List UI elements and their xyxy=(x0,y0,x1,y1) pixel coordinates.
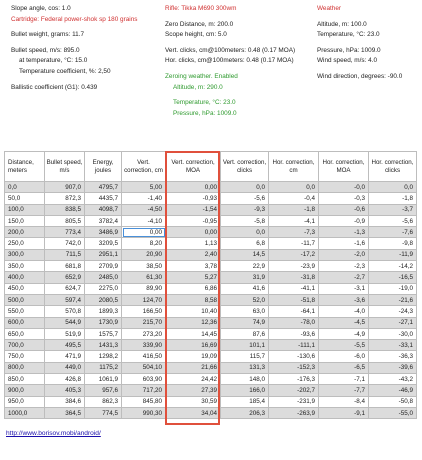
cell-distance: 1000,0 xyxy=(5,407,45,418)
cell-hor-clicks: 0,0 xyxy=(369,182,417,193)
ballistics-info-panel xyxy=(0,4,422,150)
table-row xyxy=(5,374,417,385)
cell-vert-cm: 416,50 xyxy=(122,351,166,362)
cell-distance: 900,0 xyxy=(5,385,45,396)
cell-vert-moa: 24,42 xyxy=(166,374,221,385)
info-line: Temperature coefficient, %: 2,50 xyxy=(19,67,111,75)
cell-vert-cm: 990,30 xyxy=(122,407,166,418)
cell-energy: 3486,9 xyxy=(85,227,122,238)
cell-hor-clicks: -14,2 xyxy=(369,261,417,272)
info-line: Wind direction, degrees: -90.0 xyxy=(317,72,403,80)
cell-hor-moa: -2,0 xyxy=(319,249,369,260)
cell-vert-cm: -4,10 xyxy=(122,215,166,226)
cell-bullet-speed: 449,0 xyxy=(45,362,85,373)
table-row xyxy=(5,306,417,317)
cell-vert-cm: 124,70 xyxy=(122,294,166,305)
cell-vert-clicks: 87,6 xyxy=(221,328,269,339)
cell-vert-moa: 10,40 xyxy=(166,306,221,317)
cell-vert-moa: 19,09 xyxy=(166,351,221,362)
cell-distance: 700,0 xyxy=(5,340,45,351)
table-row xyxy=(5,407,417,418)
cell-hor-clicks: -43,2 xyxy=(369,374,417,385)
cell-hor-moa: -8,4 xyxy=(319,396,369,407)
cell-hor-clicks: -21,6 xyxy=(369,294,417,305)
cell-hor-clicks: -11,9 xyxy=(369,249,417,260)
info-line: Hor. clicks, cm@100meters: 0.48 (0.17 MOA) xyxy=(165,57,294,65)
cell-hor-cm: -4,1 xyxy=(269,215,319,226)
cell-bullet-speed: 652,9 xyxy=(45,272,85,283)
cell-vert-cm: 339,90 xyxy=(122,340,166,351)
cell-hor-cm: -130,6 xyxy=(269,351,319,362)
cell-vert-clicks: -5,8 xyxy=(221,215,269,226)
cell-energy: 774,5 xyxy=(85,407,122,418)
cell-distance: 550,0 xyxy=(5,306,45,317)
cell-vert-cm: 5,00 xyxy=(122,182,166,193)
cell-vert-cm: 61,30 xyxy=(122,272,166,283)
cell-bullet-speed: 624,7 xyxy=(45,283,85,294)
cell-vert-cm: 20,90 xyxy=(122,249,166,260)
cell-vert-cm: 89,90 xyxy=(122,283,166,294)
cell-vert-moa: 2,40 xyxy=(166,249,221,260)
cell-vert-clicks: 0,0 xyxy=(221,182,269,193)
cell-hor-cm: -263,9 xyxy=(269,407,319,418)
cell-hor-cm: -176,3 xyxy=(269,374,319,385)
cell-distance: 100,0 xyxy=(5,204,45,215)
cell-distance: 200,0 xyxy=(5,227,45,238)
cell-energy: 2080,5 xyxy=(85,294,122,305)
info-line: Weather xyxy=(317,5,342,12)
table-row xyxy=(5,193,417,204)
cell-vert-moa: 12,36 xyxy=(166,317,221,328)
cell-hor-cm: -51,8 xyxy=(269,294,319,305)
table-row xyxy=(5,272,417,283)
header-bullet-speed: Bullet speed, m/s xyxy=(45,152,85,182)
table-row xyxy=(5,385,417,396)
table-row xyxy=(5,249,417,260)
cell-vert-moa: 0,00 xyxy=(166,182,221,193)
cell-energy: 1061,9 xyxy=(85,374,122,385)
table-row xyxy=(5,351,417,362)
cell-bullet-speed: 838,5 xyxy=(45,204,85,215)
cell-vert-moa: 3,78 xyxy=(166,261,221,272)
info-line: Bullet weight, grams: 11.7 xyxy=(11,31,85,39)
cell-vert-clicks: 14,5 xyxy=(221,249,269,260)
info-line: Wind speed, m/s: 4.0 xyxy=(317,57,378,65)
borisov-link[interactable]: http://www.borisov.mobi/android/ xyxy=(6,430,101,437)
info-line: Pressure, hPa: 1009.0 xyxy=(173,109,237,117)
cell-vert-clicks: 185,4 xyxy=(221,396,269,407)
cell-hor-moa: -6,0 xyxy=(319,351,369,362)
cell-vert-clicks: 41,6 xyxy=(221,283,269,294)
cell-vert-clicks: -9,3 xyxy=(221,204,269,215)
cell-bullet-speed: 544,9 xyxy=(45,317,85,328)
cell-vert-clicks: 52,0 xyxy=(221,294,269,305)
header-hor-correction-moa: Hor. correction, MOA xyxy=(319,152,369,182)
info-line: Altitude, m: 290.0 xyxy=(173,83,223,91)
cell-bullet-speed: 471,9 xyxy=(45,351,85,362)
cell-hor-cm: -7,3 xyxy=(269,227,319,238)
cell-energy: 2951,1 xyxy=(85,249,122,260)
cell-distance: 350,0 xyxy=(5,261,45,272)
cell-hor-clicks: -3,7 xyxy=(369,204,417,215)
table-row xyxy=(5,238,417,249)
cell-hor-clicks: -36,3 xyxy=(369,351,417,362)
cell-distance: 250,0 xyxy=(5,238,45,249)
cell-vert-cm: 845,80 xyxy=(122,396,166,407)
table-row xyxy=(5,294,417,305)
cell-bullet-speed: 711,5 xyxy=(45,249,85,260)
cell-vert-clicks: 206,3 xyxy=(221,407,269,418)
cell-energy: 1575,7 xyxy=(85,328,122,339)
cell-energy: 957,6 xyxy=(85,385,122,396)
header-vert-correction-cm: Vert. correction, cm xyxy=(122,152,166,182)
cell-hor-cm: -78,0 xyxy=(269,317,319,328)
cell-bullet-speed: 907,0 xyxy=(45,182,85,193)
cell-vert-moa: -0,95 xyxy=(166,215,221,226)
cell-vert-moa: 0,00 xyxy=(166,227,221,238)
cell-distance: 850,0 xyxy=(5,374,45,385)
cell-hor-cm: -41,1 xyxy=(269,283,319,294)
cell-hor-moa: -0,3 xyxy=(319,193,369,204)
cell-energy: 1175,2 xyxy=(85,362,122,373)
cell-hor-clicks: -46,9 xyxy=(369,385,417,396)
header-vert-correction-moa: Vert. correction, MOA xyxy=(166,152,221,182)
cell-bullet-speed: 519,9 xyxy=(45,328,85,339)
table-row xyxy=(5,261,417,272)
cell-energy: 1899,3 xyxy=(85,306,122,317)
cell-hor-clicks: -1,8 xyxy=(369,193,417,204)
cell-hor-clicks: -30,0 xyxy=(369,328,417,339)
cell-distance: 950,0 xyxy=(5,396,45,407)
cell-hor-moa: -1,3 xyxy=(319,227,369,238)
cell-distance: 750,0 xyxy=(5,351,45,362)
cell-hor-cm: 0,0 xyxy=(269,182,319,193)
cell-vert-clicks: 74,9 xyxy=(221,317,269,328)
cell-vert-cm: -1,40 xyxy=(122,193,166,204)
cell-vert-moa: 5,27 xyxy=(166,272,221,283)
cell-vert-cm: 8,20 xyxy=(122,238,166,249)
cell-vert-clicks: 101,1 xyxy=(221,340,269,351)
cell-vert-moa: 16,69 xyxy=(166,340,221,351)
cell-bullet-speed: 384,6 xyxy=(45,396,85,407)
cell-hor-clicks: -5,6 xyxy=(369,215,417,226)
cell-hor-cm: -202,7 xyxy=(269,385,319,396)
cell-energy: 1298,2 xyxy=(85,351,122,362)
cell-bullet-speed: 805,5 xyxy=(45,215,85,226)
table-row xyxy=(5,328,417,339)
cell-energy: 4795,7 xyxy=(85,182,122,193)
cell-hor-moa: -0,6 xyxy=(319,204,369,215)
cell-vert-moa: 1,13 xyxy=(166,238,221,249)
table-row xyxy=(5,317,417,328)
cell-bullet-speed: 570,8 xyxy=(45,306,85,317)
info-line: Cartridge: Federal power-shok sp 180 grains xyxy=(11,15,138,23)
cell-energy: 3782,4 xyxy=(85,215,122,226)
cell-distance: 650,0 xyxy=(5,328,45,339)
cell-vert-moa: 34,04 xyxy=(166,407,221,418)
cell-hor-cm: -11,7 xyxy=(269,238,319,249)
cell-vert-clicks: 63,0 xyxy=(221,306,269,317)
cell-distance: 800,0 xyxy=(5,362,45,373)
cell-energy: 862,3 xyxy=(85,396,122,407)
header-energy: Energy, joules xyxy=(85,152,122,182)
cell-distance: 0,0 xyxy=(5,182,45,193)
table-row xyxy=(5,283,417,294)
cell-vert-moa: 21,66 xyxy=(166,362,221,373)
cell-distance: 50,0 xyxy=(5,193,45,204)
cell-vert-clicks: 148,0 xyxy=(221,374,269,385)
cell-vert-clicks: 131,3 xyxy=(221,362,269,373)
cell-hor-moa: -2,3 xyxy=(319,261,369,272)
table-header-row xyxy=(5,152,417,182)
cell-hor-cm: -0,4 xyxy=(269,193,319,204)
header-hor-correction-clicks: Hor. correction, clicks xyxy=(369,152,417,182)
info-line: Slope angle, cos: 1.0 xyxy=(11,5,71,12)
ballistics-table xyxy=(4,151,417,419)
cell-vert-cm: -4,50 xyxy=(122,204,166,215)
cell-hor-cm: -231,9 xyxy=(269,396,319,407)
cell-hor-moa: -6,5 xyxy=(319,362,369,373)
cell-vert-clicks: 22,9 xyxy=(221,261,269,272)
info-line: Zeroing weather. Enabled xyxy=(165,72,238,80)
cell-vert-moa: 30,59 xyxy=(166,396,221,407)
cell-hor-cm: -152,3 xyxy=(269,362,319,373)
cell-energy: 3209,5 xyxy=(85,238,122,249)
cell-hor-moa: -3,1 xyxy=(319,283,369,294)
cell-hor-moa: -0,9 xyxy=(319,215,369,226)
cell-vert-clicks: 31,9 xyxy=(221,272,269,283)
info-line: Altitude, m: 100.0 xyxy=(317,20,367,28)
cell-hor-moa: -4,0 xyxy=(319,306,369,317)
cell-bullet-speed: 364,5 xyxy=(45,407,85,418)
cell-vert-moa: -0,93 xyxy=(166,193,221,204)
cell-hor-clicks: -55,0 xyxy=(369,407,417,418)
cell-energy: 4098,7 xyxy=(85,204,122,215)
cell-distance: 300,0 xyxy=(5,249,45,260)
cell-distance: 500,0 xyxy=(5,294,45,305)
cell-energy: 2709,9 xyxy=(85,261,122,272)
cell-hor-moa: -5,5 xyxy=(319,340,369,351)
cell-vert-moa: -1,54 xyxy=(166,204,221,215)
info-line: Pressure, hPa: 1009.0 xyxy=(317,46,381,54)
cell-distance: 400,0 xyxy=(5,272,45,283)
cell-hor-cm: -64,1 xyxy=(269,306,319,317)
cell-hor-cm: -93,6 xyxy=(269,328,319,339)
weather-info-column xyxy=(317,4,422,83)
cell-vert-cm: 504,10 xyxy=(122,362,166,373)
table-row xyxy=(5,396,417,407)
info-line: Bullet speed, m/s: 895.0 xyxy=(11,46,80,54)
cartridge-info-column xyxy=(11,4,161,93)
cell-bullet-speed: 597,4 xyxy=(45,294,85,305)
cell-energy: 4435,7 xyxy=(85,193,122,204)
cell-vert-moa: 6,86 xyxy=(166,283,221,294)
cell-energy: 2485,0 xyxy=(85,272,122,283)
cell-vert-cm: 215,70 xyxy=(122,317,166,328)
cell-vert-cm: 38,50 xyxy=(122,261,166,272)
cell-vert-cm: 717,20 xyxy=(122,385,166,396)
cell-bullet-speed: 426,8 xyxy=(45,374,85,385)
header-hor-correction-cm: Hor. correction, cm xyxy=(269,152,319,182)
info-line: Zero Distance, m: 200.0 xyxy=(165,20,234,28)
info-line: Temperature, °C: 23.0 xyxy=(173,99,236,107)
cell-vert-moa: 14,45 xyxy=(166,328,221,339)
info-line: Temperature, °C: 23.0 xyxy=(317,31,380,39)
cell-bullet-speed: 872,3 xyxy=(45,193,85,204)
cell-vert-moa: 27,39 xyxy=(166,385,221,396)
cell-hor-moa: -3,6 xyxy=(319,294,369,305)
header-vert-correction-clicks: Vert. correction, clicks xyxy=(221,152,269,182)
info-line: at temperature, °C: 15.0 xyxy=(19,57,88,65)
cell-vert-clicks: 115,7 xyxy=(221,351,269,362)
cell-vert-cm: 273,20 xyxy=(122,328,166,339)
rifle-info-column xyxy=(165,4,310,119)
cell-vert-clicks: -5,6 xyxy=(221,193,269,204)
cell-bullet-speed: 773,4 xyxy=(45,227,85,238)
header-distance: Distance, meters xyxy=(5,152,45,182)
cell-hor-clicks: -19,0 xyxy=(369,283,417,294)
cell-hor-moa: -0,0 xyxy=(319,182,369,193)
cell-hor-moa: -9,1 xyxy=(319,407,369,418)
cell-vert-clicks: 0,0 xyxy=(221,227,269,238)
cell-hor-moa: -7,7 xyxy=(319,385,369,396)
cell-bullet-speed: 405,3 xyxy=(45,385,85,396)
cell-distance: 600,0 xyxy=(5,317,45,328)
cell-distance: 150,0 xyxy=(5,215,45,226)
info-line: Vert. clicks, cm@100meters: 0.48 (0.17 MOA) xyxy=(165,46,296,54)
table-row xyxy=(5,182,417,193)
cell-hor-clicks: -39,6 xyxy=(369,362,417,373)
cell-hor-clicks: -24,3 xyxy=(369,306,417,317)
cell-vert-clicks: 6,8 xyxy=(221,238,269,249)
cell-hor-cm: -1,8 xyxy=(269,204,319,215)
cell-hor-cm: -31,8 xyxy=(269,272,319,283)
cell-hor-moa: -1,6 xyxy=(319,238,369,249)
cell-energy: 1730,9 xyxy=(85,317,122,328)
cell-hor-clicks: -7,6 xyxy=(369,227,417,238)
cell-hor-clicks: -9,8 xyxy=(369,238,417,249)
cell-hor-moa: -4,5 xyxy=(319,317,369,328)
cell-hor-moa: -4,9 xyxy=(319,328,369,339)
cell-vert-clicks: 166,0 xyxy=(221,385,269,396)
cell-hor-clicks: -16,5 xyxy=(369,272,417,283)
info-line: Ballistic coefficient (G1): 0.439 xyxy=(11,83,98,91)
table-row xyxy=(5,215,417,226)
cell-hor-clicks: -50,8 xyxy=(369,396,417,407)
cell-bullet-speed: 681,8 xyxy=(45,261,85,272)
cell-hor-cm: -111,1 xyxy=(269,340,319,351)
table-row xyxy=(5,362,417,373)
table-row xyxy=(5,227,417,238)
cell-bullet-speed: 495,5 xyxy=(45,340,85,351)
cell-vert-moa: 8,58 xyxy=(166,294,221,305)
cell-hor-clicks: -33,1 xyxy=(369,340,417,351)
cell-vert-cm: 603,90 xyxy=(122,374,166,385)
cell-bullet-speed: 742,0 xyxy=(45,238,85,249)
cell-distance: 450,0 xyxy=(5,283,45,294)
cell-vert-cm: 166,50 xyxy=(122,306,166,317)
cell-vert-cm[interactable]: 0,00 xyxy=(122,227,166,238)
cell-hor-moa: -2,7 xyxy=(319,272,369,283)
cell-hor-cm: -23,9 xyxy=(269,261,319,272)
cell-hor-clicks: -27,1 xyxy=(369,317,417,328)
table-row xyxy=(5,204,417,215)
cell-hor-moa: -7,1 xyxy=(319,374,369,385)
info-line: Rifle: Tikka M690 300wm xyxy=(165,5,237,12)
table-row xyxy=(5,340,417,351)
cell-hor-cm: -17,2 xyxy=(269,249,319,260)
info-line: Scope height, cm: 5.0 xyxy=(165,31,227,39)
cell-energy: 2275,0 xyxy=(85,283,122,294)
cell-energy: 1431,3 xyxy=(85,340,122,351)
